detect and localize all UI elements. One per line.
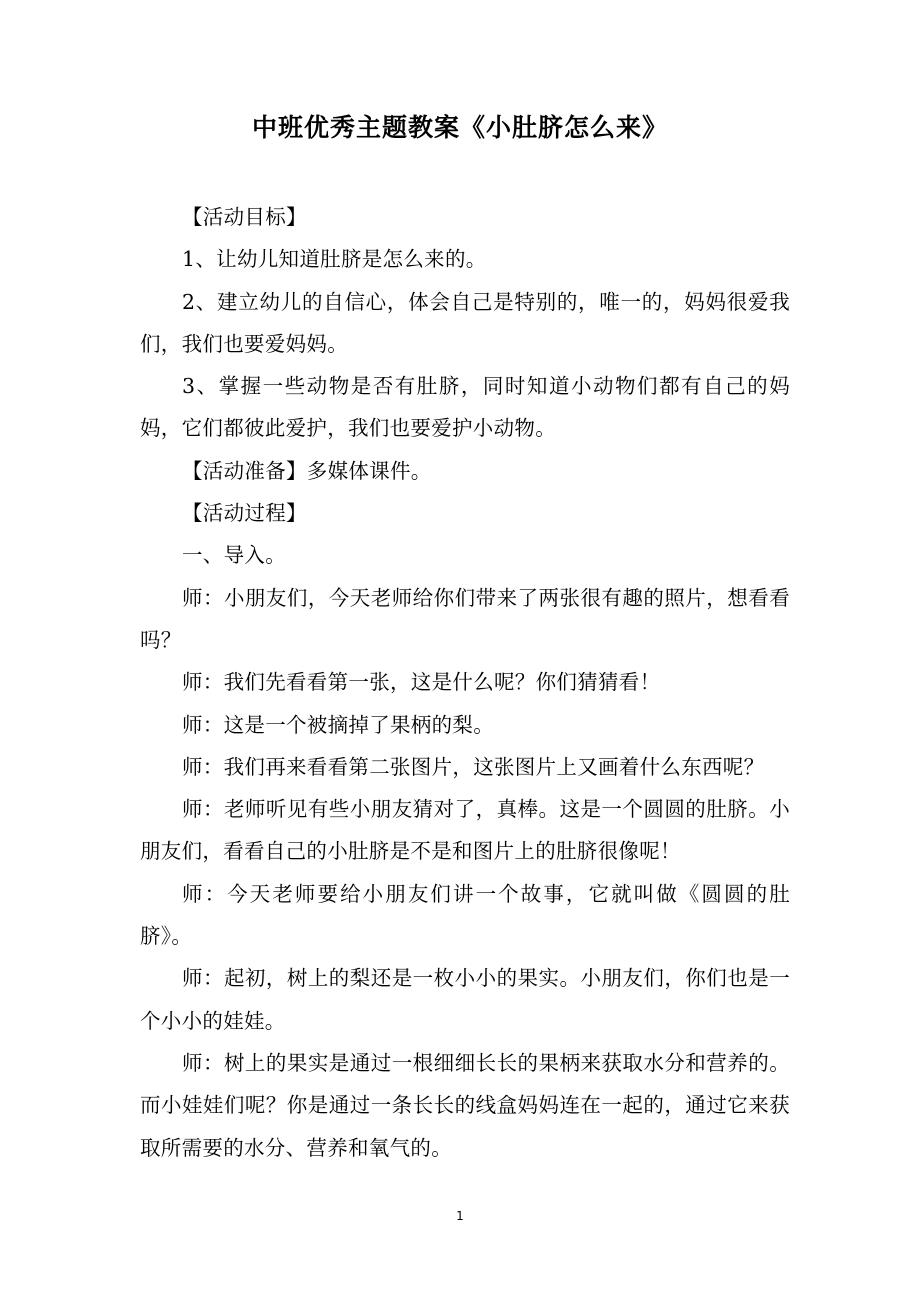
section-preparation: 【活动准备】多媒体课件。 — [182, 458, 432, 483]
process-step-intro: 一、导入。 — [182, 543, 286, 568]
teacher-line: 师：老师听见有些小朋友猜对了，真棒。这是一个圆圆的肚脐。小朋友们，看看自己的小肚脐是不是和图片上的肚脐很像呢！ — [140, 797, 790, 864]
teacher-line: 师：小朋友们，今天老师给你们带来了两张很有趣的照片，想看看吗？ — [140, 585, 790, 652]
document-body — [140, 196, 790, 1169]
page-number: 1 — [456, 1209, 464, 1223]
teacher-line: 师：我们再来看看第二张图片，这张图片上又画着什么东西呢？ — [182, 754, 765, 779]
goal-item-3: 3、掌握一些动物是否有肚脐，同时知道小动物们都有自己的妈妈，它们都彼此爱护，我们也要爱护小动物。 — [140, 374, 790, 441]
teacher-line: 师：树上的果实是通过一根细细长长的果柄来获取水分和营养的。而小娃娃们呢？你是通过一条长长的线盒妈妈连在一起的，通过它来获取所需要的水分、营养和氧气的。 — [140, 1050, 790, 1160]
section-heading-process: 【活动过程】 — [182, 501, 307, 526]
teacher-line: 师：今天老师要给小朋友们讲一个故事，它就叫做《圆圆的肚脐》。 — [140, 881, 790, 949]
document-title: 中班优秀主题教案《小肚脐怎么来》 — [251, 113, 668, 142]
goal-item-1: 1、让幼儿知道肚脐是怎么来的。 — [182, 247, 487, 272]
teacher-line: 师：这是一个被摘掉了果柄的梨。 — [182, 712, 494, 737]
goal-item-2: 2、建立幼儿的自信心，体会自己是特别的，唯一的，妈妈很爱我们，我们也要爱妈妈。 — [140, 289, 790, 356]
teacher-line: 师：起初，树上的梨还是一枚小小的果实。小朋友们，你们也是一个小小的娃娃。 — [140, 966, 790, 1033]
section-heading-goals: 【活动目标】 — [182, 205, 307, 229]
teacher-line: 师：我们先看看第一张，这是什么呢？你们猜猜看！ — [182, 670, 661, 695]
